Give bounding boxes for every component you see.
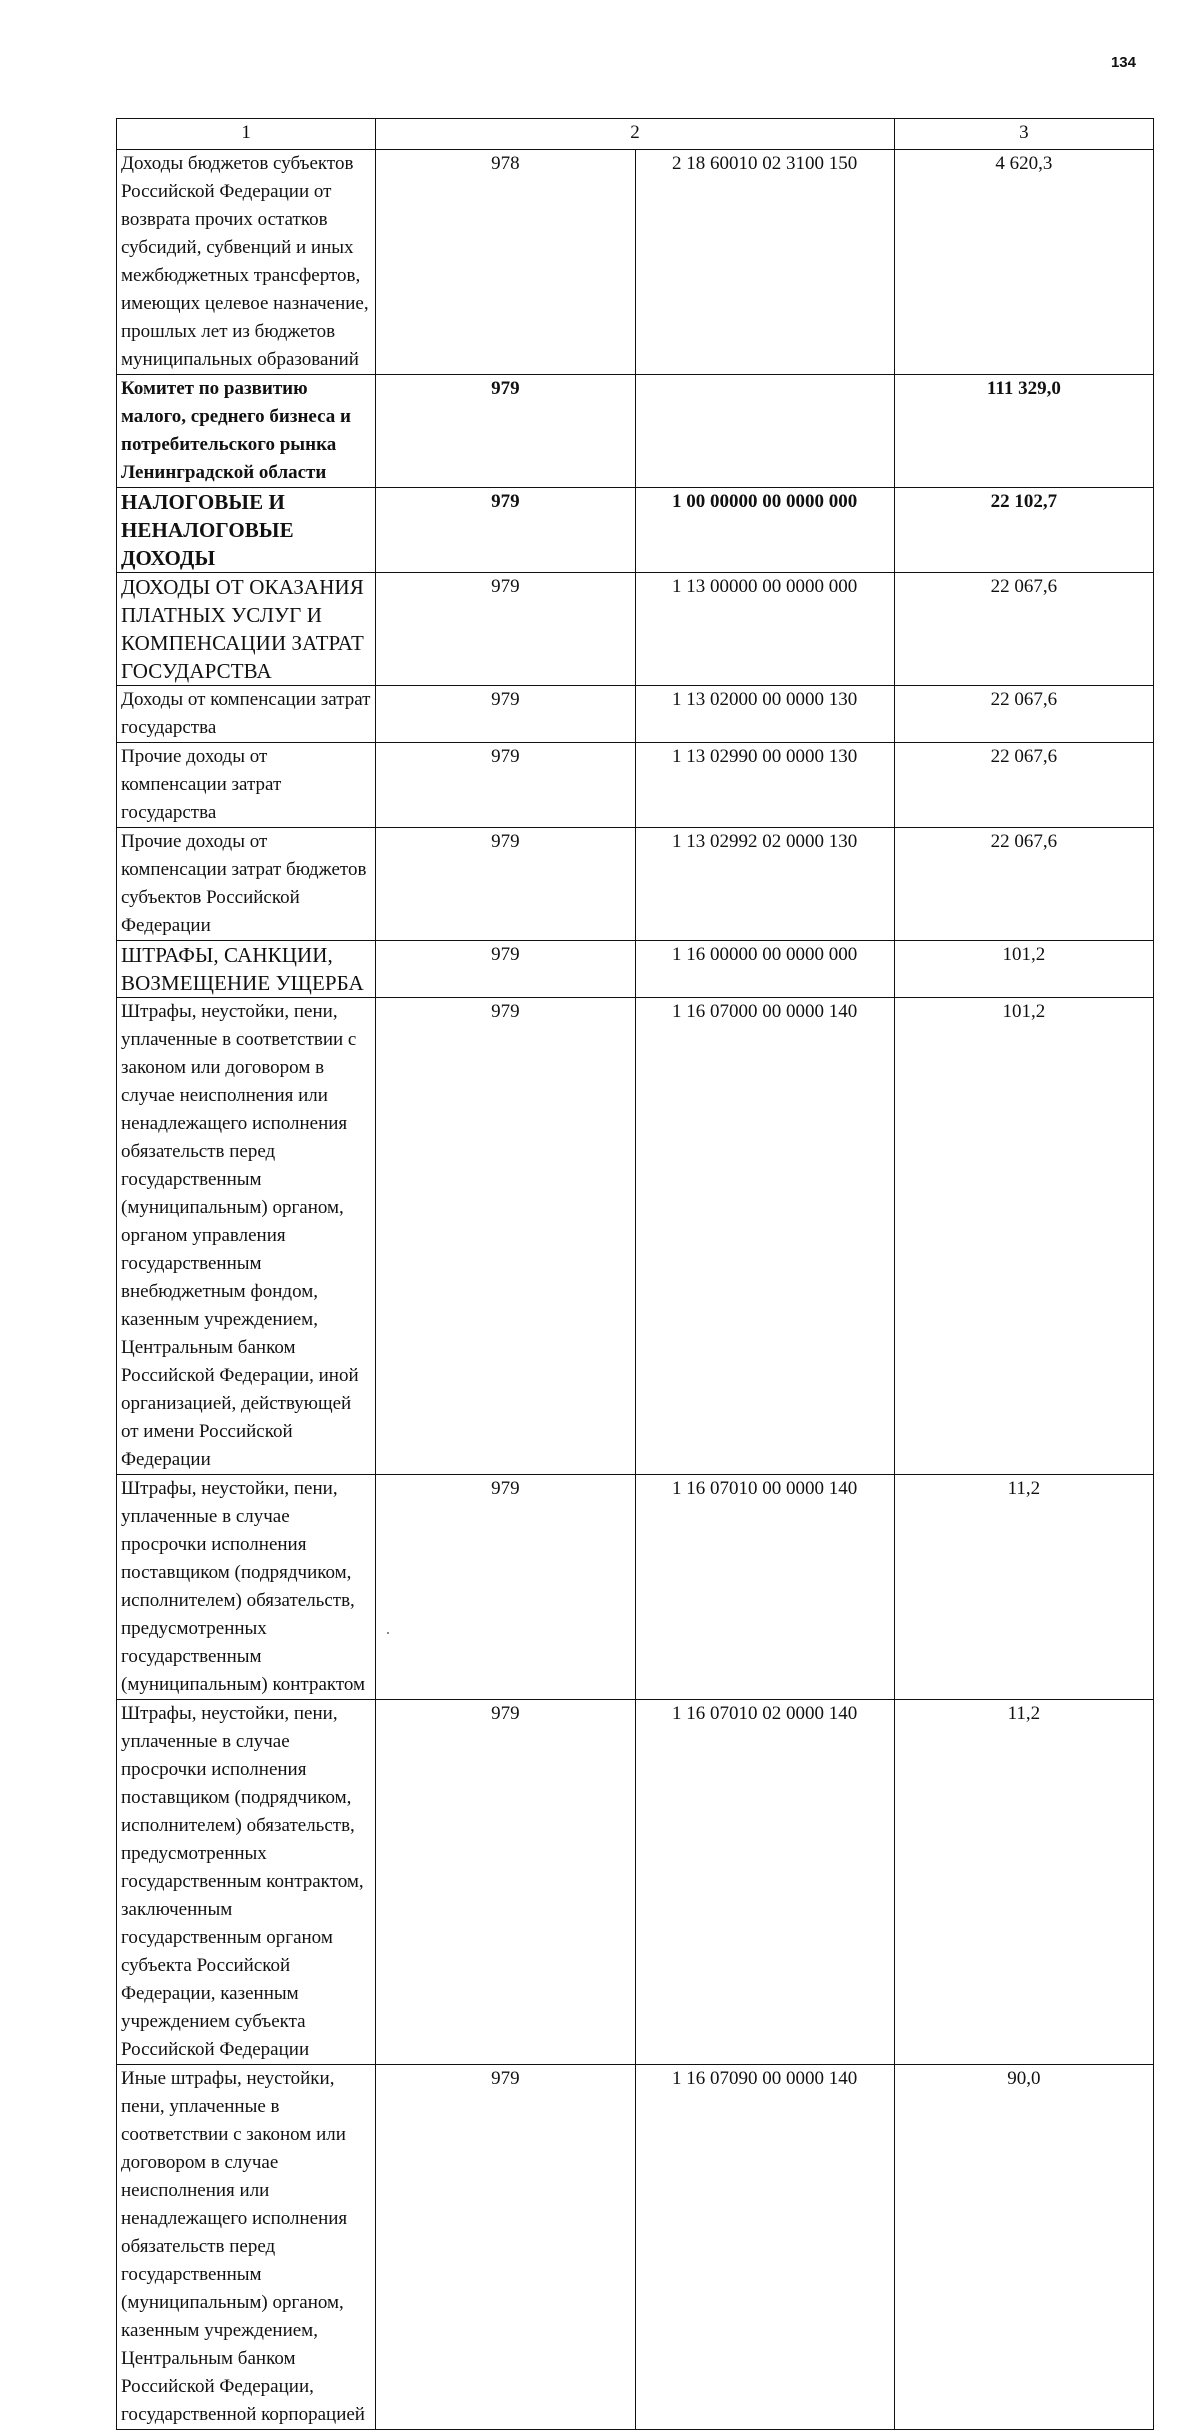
row-budget-code: 1 16 07010 00 0000 140 bbox=[635, 1475, 894, 1700]
row-admin-code: 979 bbox=[376, 488, 635, 573]
table-row bbox=[117, 2065, 1154, 2430]
row-name: Комитет по развитию малого, среднего бизнеса и потребительского рынка Ленинградской области bbox=[117, 375, 376, 488]
row-amount: 22 067,6 bbox=[894, 743, 1153, 828]
row-amount: 22 067,6 bbox=[894, 686, 1153, 743]
row-amount: 4 620,3 bbox=[894, 150, 1153, 375]
row-budget-code bbox=[635, 375, 894, 488]
row-name: Доходы бюджетов субъектов Российской Федерации от возврата прочих остатков субсидий, субвенций и иных межбюджетных трансфертов, имеющих целевое назначение, прошлых лет из бюджетов муниципальных образований bbox=[117, 150, 376, 375]
table-header-row bbox=[117, 119, 1154, 150]
table-row bbox=[117, 743, 1154, 828]
table-row bbox=[117, 1700, 1154, 2065]
row-admin-code: 979 bbox=[376, 998, 635, 1475]
row-amount: 22 067,6 bbox=[894, 573, 1153, 686]
row-admin-code: 979 bbox=[376, 1475, 635, 1700]
table-row bbox=[117, 1475, 1154, 1700]
row-budget-code: 1 16 07010 02 0000 140 bbox=[635, 1700, 894, 2065]
revenue-table bbox=[116, 118, 1154, 2430]
table-row bbox=[117, 686, 1154, 743]
row-admin-code: 979 bbox=[376, 1700, 635, 2065]
table-row bbox=[117, 573, 1154, 686]
row-admin-code: 979 bbox=[376, 686, 635, 743]
row-admin-code: 979 bbox=[376, 941, 635, 998]
row-admin-code: 979 bbox=[376, 828, 635, 941]
header-col-3: 3 bbox=[894, 119, 1153, 150]
table-row bbox=[117, 941, 1154, 998]
header-col-2: 2 bbox=[376, 119, 895, 150]
row-admin-code: 979 bbox=[376, 573, 635, 686]
row-name: НАЛОГОВЫЕ И НЕНАЛОГОВЫЕ ДОХОДЫ bbox=[117, 488, 376, 573]
row-name: Штрафы, неустойки, пени, уплаченные в случае просрочки исполнения поставщиком (подрядчиком, исполнителем) обязательств, предусмотренных государственным контрактом, заключенным государственным органом субъекта Российской Федерации, казенным учреждением субъекта Российской Федерации bbox=[117, 1700, 376, 2065]
row-name: Иные штрафы, неустойки, пени, уплаченные в соответствии с законом или договором в случае неисполнения или ненадлежащего исполнения обязательств перед государственным (муниципальным) органом, казенным учреждением, Центральным банком Российской Федерации, государственной корпорацией bbox=[117, 2065, 376, 2430]
row-budget-code: 1 16 00000 00 0000 000 bbox=[635, 941, 894, 998]
row-name: Штрафы, неустойки, пени, уплаченные в соответствии с законом или договором в случае неисполнения или ненадлежащего исполнения обязательств перед государственным (муниципальным) органом, органом управления государственным внебюджетным фондом, казенным учреждением, Центральным банком Российской Федерации, иной организацией, действующей от имени Российской Федерации bbox=[117, 998, 376, 1475]
row-amount: 11,2 bbox=[894, 1475, 1153, 1700]
table-row bbox=[117, 375, 1154, 488]
row-budget-code: 1 13 00000 00 0000 000 bbox=[635, 573, 894, 686]
row-amount: 22 067,6 bbox=[894, 828, 1153, 941]
table-row bbox=[117, 998, 1154, 1475]
row-amount: 22 102,7 bbox=[894, 488, 1153, 573]
row-budget-code: 1 16 07090 00 0000 140 bbox=[635, 2065, 894, 2430]
row-amount: 101,2 bbox=[894, 998, 1153, 1475]
row-admin-code: 979 bbox=[376, 375, 635, 488]
row-budget-code: 1 13 02000 00 0000 130 bbox=[635, 686, 894, 743]
row-amount: 111 329,0 bbox=[894, 375, 1153, 488]
row-name: Доходы от компенсации затрат государства bbox=[117, 686, 376, 743]
table-row bbox=[117, 150, 1154, 375]
scan-speck bbox=[387, 1632, 389, 1634]
row-name: Прочие доходы от компенсации затрат бюджетов субъектов Российской Федерации bbox=[117, 828, 376, 941]
row-budget-code: 1 13 02990 00 0000 130 bbox=[635, 743, 894, 828]
row-amount: 11,2 bbox=[894, 1700, 1153, 2065]
row-name: Прочие доходы от компенсации затрат государства bbox=[117, 743, 376, 828]
table-row bbox=[117, 828, 1154, 941]
row-budget-code: 1 13 02992 02 0000 130 bbox=[635, 828, 894, 941]
row-amount: 101,2 bbox=[894, 941, 1153, 998]
row-amount: 90,0 bbox=[894, 2065, 1153, 2430]
row-admin-code: 979 bbox=[376, 743, 635, 828]
row-budget-code: 1 16 07000 00 0000 140 bbox=[635, 998, 894, 1475]
table-row bbox=[117, 488, 1154, 573]
row-budget-code: 2 18 60010 02 3100 150 bbox=[635, 150, 894, 375]
row-admin-code: 979 bbox=[376, 2065, 635, 2430]
row-budget-code: 1 00 00000 00 0000 000 bbox=[635, 488, 894, 573]
row-name: ШТРАФЫ, САНКЦИИ, ВОЗМЕЩЕНИЕ УЩЕРБА bbox=[117, 941, 376, 998]
page-number: 134 bbox=[1110, 54, 1136, 71]
row-name: ДОХОДЫ ОТ ОКАЗАНИЯ ПЛАТНЫХ УСЛУГ И КОМПЕНСАЦИИ ЗАТРАТ ГОСУДАРСТВА bbox=[117, 573, 376, 686]
header-col-1: 1 bbox=[117, 119, 376, 150]
row-name: Штрафы, неустойки, пени, уплаченные в случае просрочки исполнения поставщиком (подрядчиком, исполнителем) обязательств, предусмотренных государственным (муниципальным) контрактом bbox=[117, 1475, 376, 1700]
row-admin-code: 978 bbox=[376, 150, 635, 375]
